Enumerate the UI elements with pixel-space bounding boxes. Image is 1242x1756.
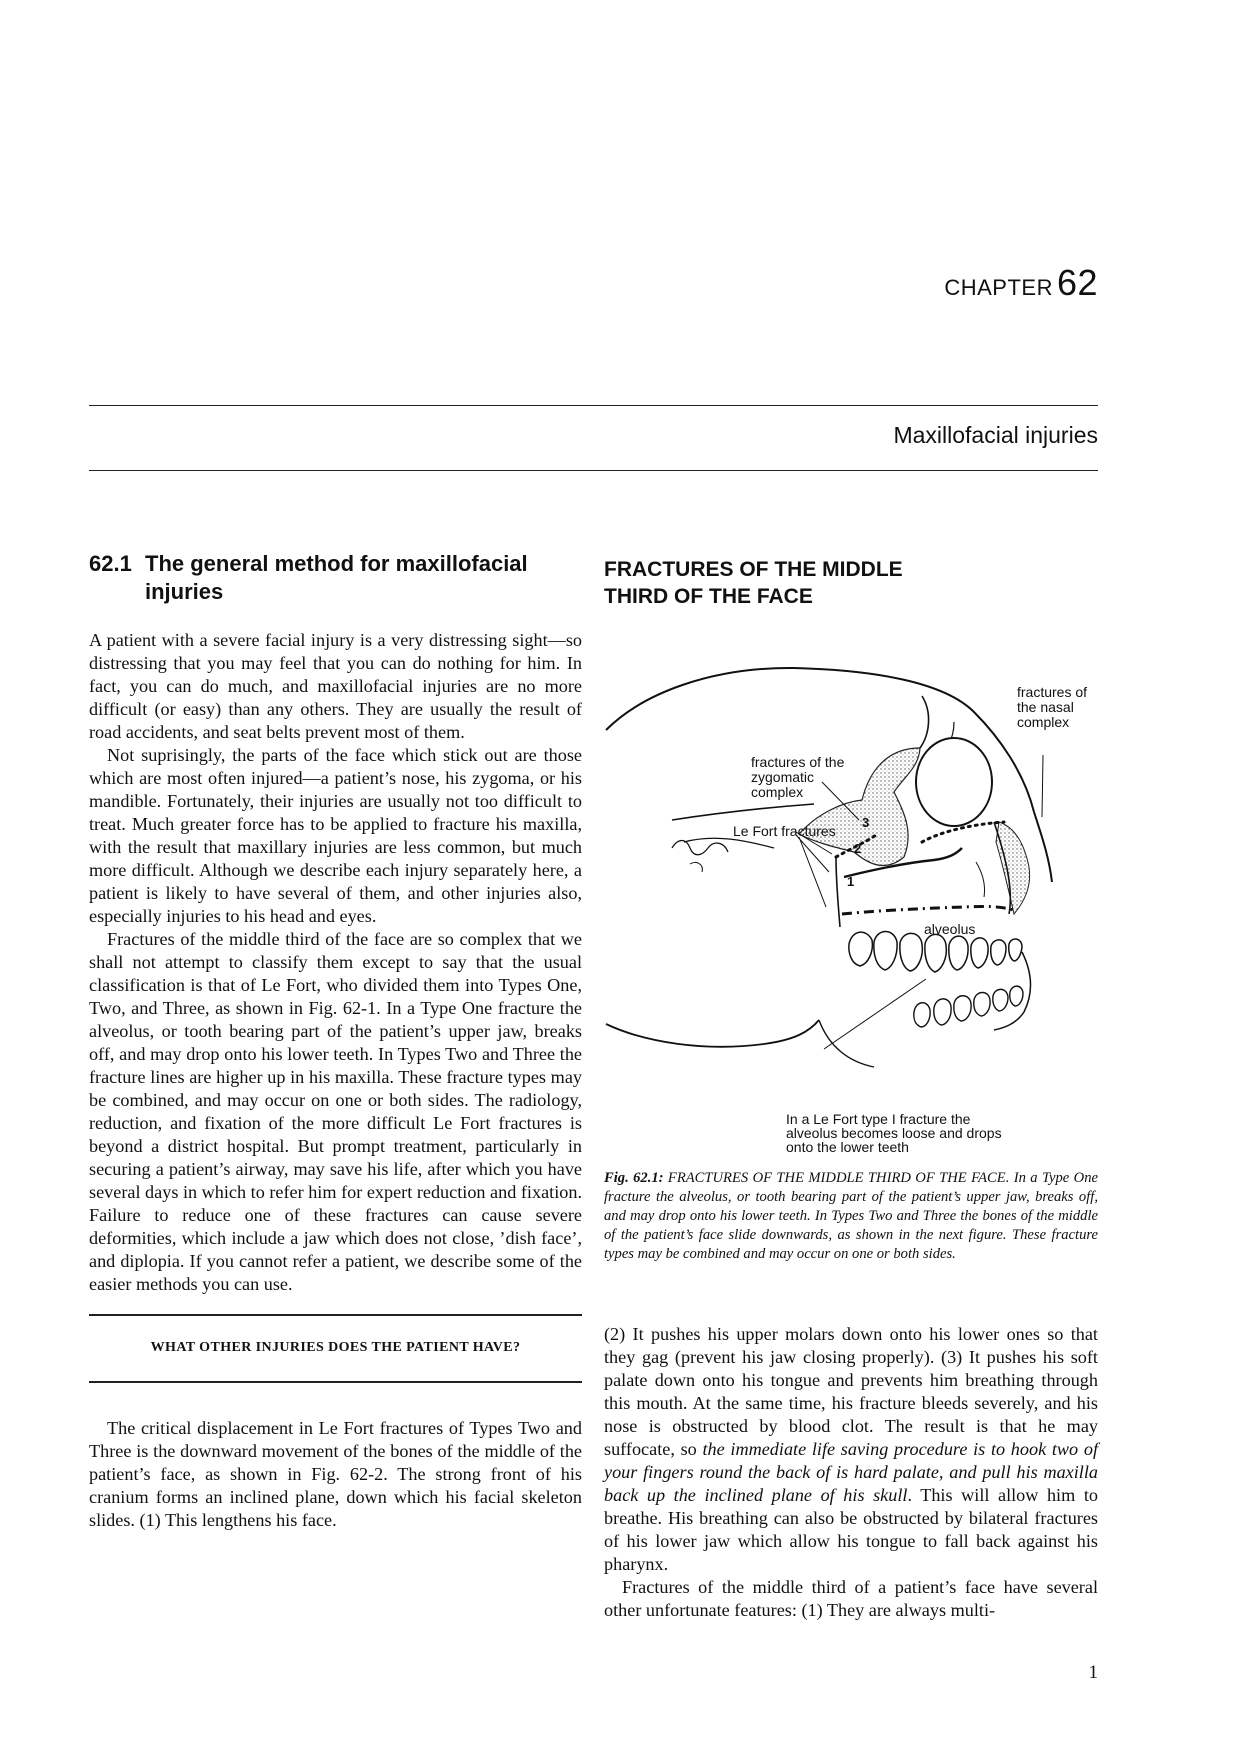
nasal-region [996, 822, 1030, 914]
figure-heading-block [604, 556, 1098, 610]
right-paragraph-1 [604, 1323, 1098, 1576]
right-paragraph-1-end: . This will allow him to breathe. His breathing can also be obstructed by bilateral fractures of his lower jaw which allow his tongue to fall back against his pharynx. [604, 1485, 1098, 1574]
caption-label: Fig. 62.1: [604, 1170, 664, 1186]
label-alveolus: alveolus [924, 921, 976, 937]
right-paragraph-1-start: (2) It pushes his upper molars down onto his lower ones so that they gag (prevent his jaw closing properly). (3) It pushes his soft palate down onto his tongue and prevents him breathing through this mouth. At the same time, his fracture bleeds severely, and his nose is obstructed by blood clot. The result is that he may suffocate, so [604, 1324, 1098, 1459]
label-nasal-complex: fractures of the nasal complex [1017, 684, 1088, 730]
header-rule-top [89, 405, 1098, 406]
lower-teeth [914, 986, 1023, 1027]
alveolus-pointer [824, 979, 926, 1049]
figure-heading-line-2: THIRD OF THE FACE [604, 585, 813, 608]
header-rule-bottom [89, 470, 1098, 471]
chapter-label [944, 262, 1098, 304]
section-heading [89, 550, 582, 606]
ear-region [672, 841, 728, 855]
paragraph-2: Not suprisingly, the parts of the face which stick out are those which are most often injured—a patient’s nose, his zygoma, or his mandible. Fortunately, their injuries are usually not too difficult to treat. Much greater force has to be applied to fracture his maxilla, with the result that maxillary injuries are less common, but much more difficult. Although we describe each injury separately here, a patient is likely to have several of them, and other injuries also, especially injuries to his head and eyes. [89, 745, 582, 926]
paragraph-4: The critical displacement in Le Fort fractures of Types Two and Three is the downward movement of the bones of the middle of the patient’s face, as shown in Fig. 62-2. The strong front of his cranium forms an inclined plane, down which his facial skeleton slides. (1) This lengthens his face. [89, 1418, 582, 1530]
mandible-outline [606, 1020, 819, 1047]
forehead-line [1034, 812, 1052, 882]
chapter-number: 62 [1056, 262, 1098, 303]
label-lefort-type-one: In a Le Fort type I fracture the alveolus becomes loose and drops onto the lower teeth [786, 1111, 1002, 1155]
chapter-title: Maxillofacial injuries [893, 422, 1098, 448]
figure-heading-line-1: FRACTURES OF THE MIDDLE [604, 558, 903, 581]
box-question: WHAT OTHER INJURIES DOES THE PATIENT HAVE? [150, 1340, 521, 1355]
section-number: 62.1 [89, 551, 132, 576]
orbit [916, 738, 992, 826]
paragraph-1: A patient with a severe facial injury is a very distressing sight—so distressing that you may feel that you can do nothing for him. In fact, you can do much, and maxillofacial injuries are no more difficult (or easy) than any others. They are usually the result of road accidents, and seat belts prevent most of them. [89, 630, 582, 742]
paragraph-3: Fractures of the middle third of the face are so complex that we shall not attempt to classify them except to say that the usual classification is that of Le Fort, who divided them into Types One, Two, and Three, as shown in Fig. 62-1. In a Type One fracture the alveolus, or tooth bearing part of the patient’s upper jaw, breaks off, and may drop onto his lower teeth. In Types Two and Three the fracture lines are higher up in his maxilla. These fracture types may be combined, and may occur on one or both sides. The radiology, reduction, and fixation of the more difficult Le Fort fractures is beyond a district hospital. But prompt treatment, particularly in securing a patient’s airway, may save his life, after which you have several days in which to refer him for expert reduction and fixation. Failure to reduce one of these fractures can cause severe deformities, which include a jaw which does not close, ’dish face’, and diplopia. If you cannot refer a patient, we describe some of the easier methods you can use. [89, 929, 582, 1294]
box-rule-top [89, 1314, 582, 1316]
right-paragraph-2: Fractures of the middle third of a patient’s face have several other unfortunate features: (1) They are always multi- [604, 1577, 1098, 1620]
figure-caption [604, 1169, 1098, 1264]
left-column [89, 550, 582, 1532]
page-number: 1 [1088, 1662, 1098, 1683]
label-zygomatic-complex: fractures of the zygomatic complex [751, 754, 845, 800]
label-number-1: 1 [847, 874, 855, 889]
chapter-word: CHAPTER [944, 275, 1053, 300]
upper-teeth [849, 932, 1022, 973]
right-body-text [604, 1323, 1098, 1622]
label-number-2: 2 [854, 841, 862, 856]
skull-fracture-figure [604, 652, 1098, 1162]
figure-heading [604, 556, 1098, 610]
fracture-line-1 [842, 906, 1014, 914]
label-lefort-fractures: Le Fort fractures [733, 823, 836, 839]
box-rule-bottom [89, 1381, 582, 1383]
section-title: The general method for maxillofacial injuries [145, 551, 528, 604]
right-paragraph-1-emphasis: the immediate life saving procedure is to hook two of your fingers round the back of is hard palate, and pull his maxilla back up the inclined plane of his skull [604, 1439, 1098, 1505]
label-number-3: 3 [862, 815, 870, 830]
caption-text: FRACTURES OF THE MIDDLE THIRD OF THE FACE. In a Type One fracture the alveolus, or tooth bearing part of the patient’s upper jaw, breaks off, and may drop onto his lower teeth. In Types Two and Three the bones of the middle of the patient’s face slide downwards, as shown in the next figure. These fracture types may be combined and may occur on one or both sides. [604, 1170, 1098, 1262]
